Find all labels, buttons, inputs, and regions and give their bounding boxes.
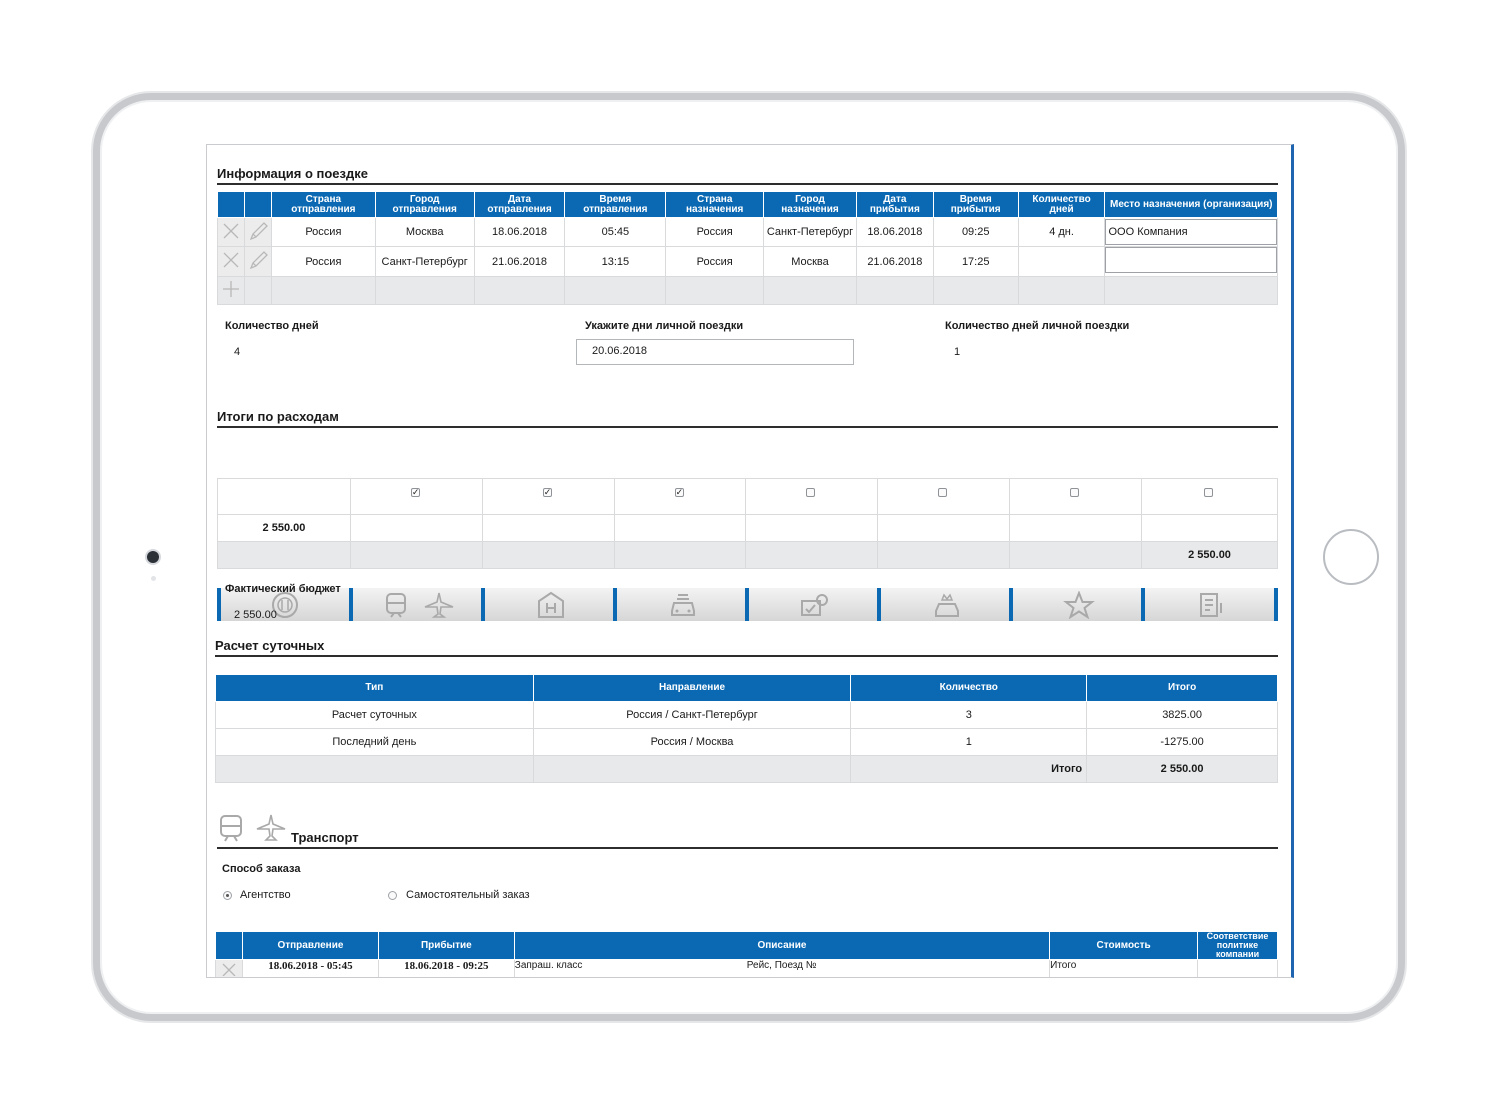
star-icon [1063,591,1095,619]
col-header: Страна назначения [666,192,764,218]
total-value: 2 550.00 [1087,756,1278,783]
personal-days-input[interactable]: 20.06.2018 [576,339,854,365]
app-screen [206,144,1294,978]
days-label: Количество дней [225,320,319,332]
cell: Россия / Санкт-Петербург [533,702,851,729]
table-row [216,960,1278,979]
personal-days-label: Укажите дни личной поездки [585,320,744,332]
expenses-total-row [218,542,1278,569]
route-label: Рейс, Поезд № [746,960,817,971]
checkbox-cell [746,479,878,515]
org-input[interactable]: ООО Компания [1105,219,1277,245]
pencil-icon [247,250,269,270]
cell: 3 [851,702,1087,729]
expense-checkbox[interactable] [806,488,815,497]
total-label: Итого [851,756,1087,783]
checkbox-cell [350,479,482,515]
per-diem-divider [215,655,1278,657]
plane-icon [255,813,287,843]
category-car-rental[interactable] [877,588,1010,621]
edit-row-button[interactable] [244,247,271,277]
category-transport[interactable] [349,588,482,621]
edit-row-button[interactable] [244,218,271,247]
expense-checkbox[interactable] [938,488,947,497]
col-header: Описание [514,932,1049,960]
personal-days-count-label: Количество дней личной поездки [945,320,1130,332]
cost-cell: Итого [1050,960,1198,979]
cell: 21.06.2018 [856,247,933,277]
col-header: Время прибытия [933,192,1018,218]
col-header: Город назначения [764,192,857,218]
cell: 4 дн. [1018,218,1105,247]
category-hotel[interactable] [481,588,614,621]
close-icon [220,960,238,976]
table-row [218,247,1278,277]
expenses-total: 2 550.00 [1142,542,1278,569]
col-header: Отправление [242,932,378,960]
cell: Санкт-Петербург [764,218,857,247]
transport-title: Транспорт [291,830,359,845]
checkbox-cell [878,479,1010,515]
table-row [216,729,1278,756]
class-label: Запраш. класс [514,960,583,971]
budget-label: Фактический бюджет [225,583,341,595]
order-method-label: Способ заказа [222,863,301,875]
delete-row-button[interactable] [218,218,245,247]
cell: Россия / Москва [533,729,851,756]
conference-icon [799,591,831,619]
transport-divider [217,847,1278,849]
description-cell [514,960,1049,979]
delete-row-button[interactable] [218,247,245,277]
cell: 21.06.2018 [474,247,565,277]
self-order-radio[interactable] [388,891,397,900]
receipt-icon [1195,591,1227,619]
col-header: Итого [1087,675,1278,702]
trip-table [217,191,1278,305]
agency-radio[interactable] [223,891,232,900]
cell: 13:15 [565,247,666,277]
tablet-sensor [151,576,156,581]
col-header: Город отправления [375,192,474,218]
col-header: Соответствие политике компании [1198,932,1278,960]
category-conference[interactable] [745,588,878,621]
taxi-icon [667,591,699,619]
self-order-radio-label: Самостоятельный заказ [406,889,530,901]
cell: 18.06.2018 [474,218,565,247]
train-icon [381,591,411,619]
table-row [218,218,1278,247]
cell: Расчет суточных [216,702,534,729]
cell: 17:25 [933,247,1018,277]
cell: Санкт-Петербург [375,247,474,277]
table-row [216,702,1278,729]
days-value: 4 [234,346,241,358]
cell: 3825.00 [1087,702,1278,729]
train-icon [217,813,247,843]
empty-cell [218,479,351,515]
col-header: Место назначения (организация) [1105,192,1278,218]
header-spacer [218,192,245,218]
trip-section-title: Информация о поездке [217,166,368,181]
cell: Россия [271,247,375,277]
plus-icon [222,280,240,298]
cell: Россия [666,218,764,247]
category-receipt[interactable] [1141,588,1278,621]
col-header: Страна отправления [271,192,375,218]
cell: Москва [764,247,857,277]
cell [1018,247,1105,277]
cell: Последний день [216,729,534,756]
cell: 18.06.2018 [856,218,933,247]
col-header: Направление [533,675,851,702]
checkbox-cell [614,479,746,515]
org-input[interactable] [1105,247,1277,273]
expense-checkbox[interactable]: ✓ [411,487,420,497]
checkbox-row [218,479,1278,515]
col-header: Тип [216,675,534,702]
add-row-button[interactable] [218,277,245,305]
cell: Москва [375,218,474,247]
header-spacer [244,192,271,218]
per-diem-table [215,674,1278,783]
expense-checkbox[interactable]: ✓ [543,487,552,497]
transport-table [215,931,1278,978]
col-header: Дата отправления [474,192,565,218]
checkbox-cell [1142,479,1278,515]
arrival-cell: 18.06.2018 - 09:25 [378,960,514,979]
cell: 09:25 [933,218,1018,247]
policy-cell [1198,960,1278,979]
col-header: Стоимость [1050,932,1198,960]
checkbox-cell [1010,479,1142,515]
org-cell [1105,247,1278,277]
budget-value: 2 550.00 [234,609,277,621]
close-icon [222,251,240,269]
delete-row-button[interactable] [216,960,243,979]
col-header: Количество дней [1018,192,1105,218]
home-button[interactable] [1323,529,1379,585]
checkbox-cell [482,479,614,515]
cell: Россия [271,218,375,247]
plane-icon [423,591,455,619]
meal-amount: 2 550.00 [218,515,351,542]
cell: 1 [851,729,1087,756]
expenses-section-title: Итоги по расходам [217,409,339,424]
col-header: Дата прибытия [856,192,933,218]
car-rental-icon [931,591,963,619]
org-cell [1105,218,1278,247]
category-taxi[interactable] [613,588,746,621]
expense-checkbox[interactable] [1204,488,1213,497]
expense-checkbox[interactable]: ✓ [675,487,684,497]
per-diem-total-row [216,756,1278,783]
category-other[interactable] [1009,588,1142,621]
header-spacer [216,932,243,960]
add-row [218,277,1278,305]
amount-row [218,515,1278,542]
col-header: Прибытие [378,932,514,960]
col-header: Количество [851,675,1087,702]
trip-divider [217,183,1278,185]
departure-cell: 18.06.2018 - 05:45 [242,960,378,979]
agency-radio-label: Агентство [240,889,291,901]
pencil-icon [247,221,269,241]
cell: Россия [666,247,764,277]
expenses-divider [217,426,1278,428]
col-header: Время отправления [565,192,666,218]
hotel-icon [535,591,567,619]
cell: 05:45 [565,218,666,247]
close-icon [222,222,240,240]
per-diem-title: Расчет суточных [215,638,325,653]
expenses-table [217,478,1278,569]
tablet-camera [147,551,159,563]
expense-checkbox[interactable] [1070,488,1079,497]
personal-days-count-value: 1 [954,346,961,358]
cell: -1275.00 [1087,729,1278,756]
